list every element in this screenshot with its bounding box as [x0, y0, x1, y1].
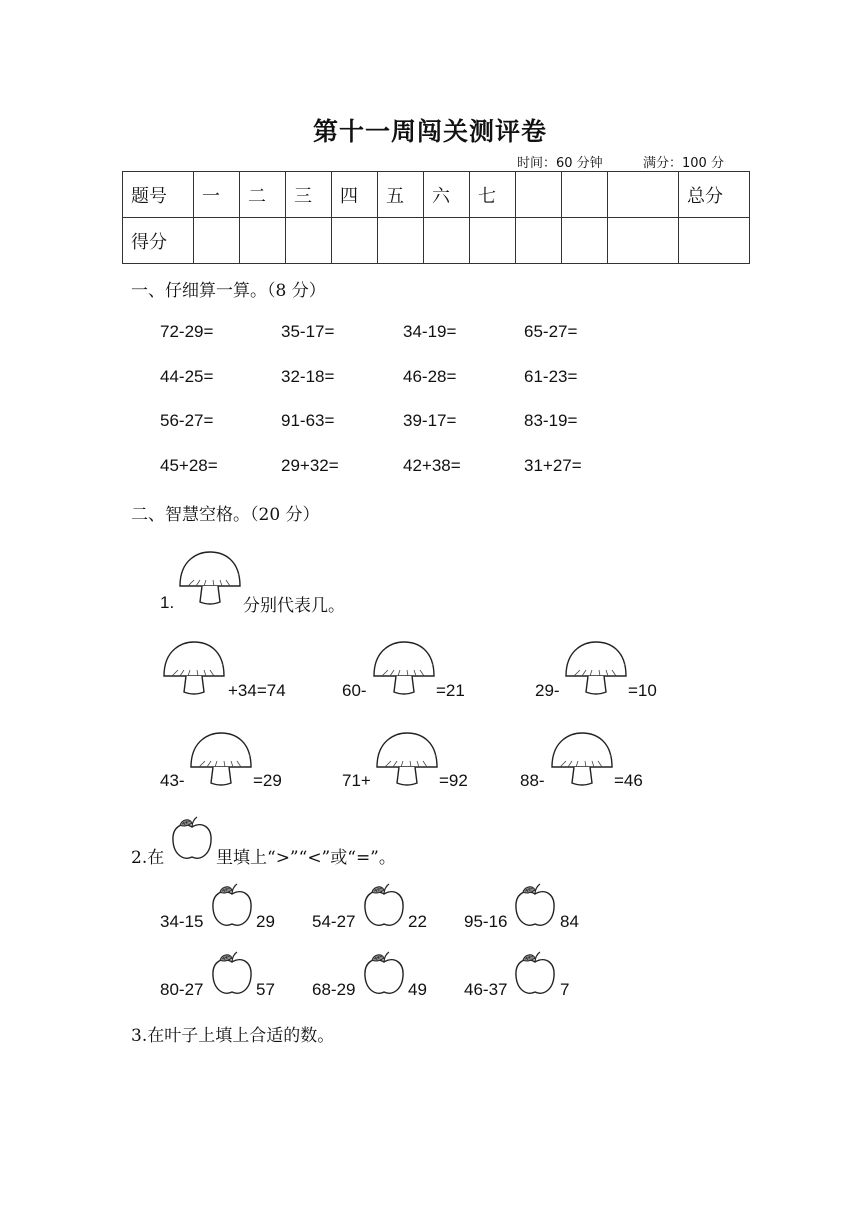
equation: 72-29= — [160, 322, 214, 341]
comparison-left: 80-27 — [160, 980, 204, 999]
score-cell[interactable] — [332, 218, 378, 264]
question1-text: 分别代表几。 — [243, 596, 345, 616]
section2-heading: 二、智慧空格。（20 分） — [131, 505, 320, 525]
equation-pre: 71+ — [342, 771, 371, 790]
score-cell[interactable] — [470, 218, 516, 264]
mushroom-icon[interactable] — [375, 731, 439, 787]
comparison-right: 57 — [256, 980, 275, 999]
equation: 34-19= — [403, 322, 457, 341]
time-limit: 时间：60 分钟 — [517, 156, 603, 171]
question2-text: 里填上“>”“<”或“=”。 — [216, 848, 396, 868]
equation: 83-19= — [524, 411, 578, 430]
mushroom-icon[interactable] — [564, 640, 628, 696]
equation-post: =92 — [439, 771, 468, 790]
mushroom-icon — [178, 550, 242, 606]
equation: 35-17= — [281, 322, 335, 341]
equation-post: =46 — [614, 771, 643, 790]
apple-icon[interactable] — [210, 882, 254, 930]
apple-icon[interactable] — [362, 882, 406, 930]
score-cell[interactable] — [562, 218, 608, 264]
header-cell: 总分 — [679, 172, 750, 218]
score-table-score-row — [123, 218, 750, 264]
equation-post: =29 — [253, 771, 282, 790]
question1-number: 1. — [160, 593, 175, 612]
equation-post: =10 — [628, 681, 657, 700]
header-cell: 四 — [332, 172, 378, 218]
header-cell — [608, 172, 679, 218]
equation: 42+38= — [403, 456, 461, 475]
row-label-score: 得分 — [123, 218, 194, 264]
equation: 32-18= — [281, 367, 335, 386]
equation: 56-27= — [160, 411, 214, 430]
comparison-right: 22 — [408, 912, 427, 931]
score-cell[interactable] — [424, 218, 470, 264]
equation: 31+27= — [524, 456, 582, 475]
header-cell — [516, 172, 562, 218]
header-cell: 五 — [378, 172, 424, 218]
equation: 29+32= — [281, 456, 339, 475]
comparison-right: 29 — [256, 912, 275, 931]
equation: 65-27= — [524, 322, 578, 341]
score-cell[interactable] — [378, 218, 424, 264]
score-cell[interactable] — [240, 218, 286, 264]
score-cell[interactable] — [679, 218, 750, 264]
mushroom-icon[interactable] — [162, 640, 226, 696]
header-cell: 七 — [470, 172, 516, 218]
comparison-left: 46-37 — [464, 980, 508, 999]
comparison-left: 95-16 — [464, 912, 508, 931]
score-cell[interactable] — [608, 218, 679, 264]
equation-pre: 60- — [342, 681, 367, 700]
mushroom-icon[interactable] — [550, 731, 614, 787]
section1-heading: 一、仔细算一算。（8 分） — [131, 281, 326, 301]
apple-icon[interactable] — [210, 950, 254, 998]
header-cell: 题号 — [123, 172, 194, 218]
apple-icon[interactable] — [362, 950, 406, 998]
header-cell: 三 — [286, 172, 332, 218]
mushroom-icon[interactable] — [372, 640, 436, 696]
score-cell[interactable] — [286, 218, 332, 264]
score-table — [122, 171, 750, 264]
page-title: 第十一周闯关测评卷 — [312, 117, 547, 146]
apple-icon[interactable] — [513, 950, 557, 998]
equation-pre: 43- — [160, 771, 185, 790]
equation: 44-25= — [160, 367, 214, 386]
apple-icon — [170, 815, 214, 863]
apple-icon[interactable] — [513, 882, 557, 930]
mushroom-icon[interactable] — [189, 731, 253, 787]
equation: 39-17= — [403, 411, 457, 430]
comparison-right: 84 — [560, 912, 579, 931]
equation-pre: 88- — [520, 771, 545, 790]
comparison-left: 34-15 — [160, 912, 204, 931]
header-cell: 二 — [240, 172, 286, 218]
header-cell: 一 — [194, 172, 240, 218]
question3-text: 3.在叶子上填上合适的数。 — [131, 1026, 335, 1046]
comparison-left: 54-27 — [312, 912, 356, 931]
equation-post: =21 — [436, 681, 465, 700]
equation: 46-28= — [403, 367, 457, 386]
header-cell — [562, 172, 608, 218]
equation: 45+28= — [160, 456, 218, 475]
header-cell: 六 — [424, 172, 470, 218]
score-table-header-row — [123, 172, 750, 218]
equation: 61-23= — [524, 367, 578, 386]
comparison-right: 7 — [560, 980, 570, 999]
full-score: 满分：100 分 — [643, 156, 724, 171]
question2-prefix: 2.在 — [131, 848, 165, 868]
comparison-left: 68-29 — [312, 980, 356, 999]
equation: 91-63= — [281, 411, 335, 430]
score-cell[interactable] — [194, 218, 240, 264]
score-cell[interactable] — [516, 218, 562, 264]
equation-pre: 29- — [535, 681, 560, 700]
equation-post: +34=74 — [228, 681, 286, 700]
comparison-right: 49 — [408, 980, 427, 999]
